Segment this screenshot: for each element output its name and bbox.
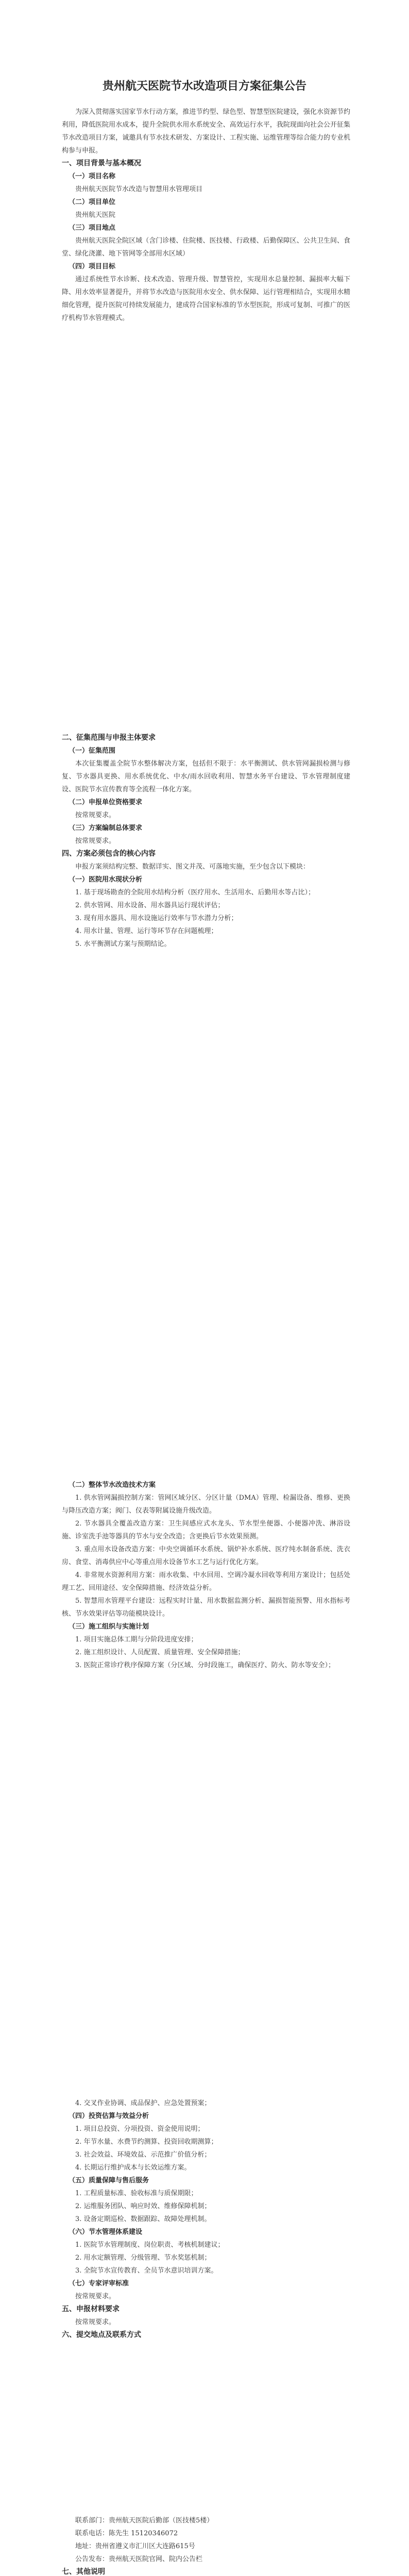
section-heading: 五、申报材料要求 xyxy=(62,2305,120,2313)
contact-department: 联系部门：贵州航天医院后勤部（医技楼5楼） xyxy=(75,2517,214,2524)
subsection-heading: （一）医院用水现状分析 xyxy=(69,876,143,884)
section-heading: 四、方案必须包含的核心内容 xyxy=(62,850,156,858)
compilation-text: 按常规要求。 xyxy=(75,837,116,845)
project-name: 贵州航天医院节水改造与智慧用水管理项目 xyxy=(75,185,203,193)
section-heading: 六、提交地点及联系方式 xyxy=(62,2331,141,2339)
section-heading: 一、项目背景与基本概况 xyxy=(62,159,141,167)
subsection-heading: （三）方案编制总体要求 xyxy=(69,824,143,832)
subsection-heading: （四）投资估算与效益分析 xyxy=(69,2112,149,2120)
technical-plan-section xyxy=(62,1479,350,1672)
review-criteria-text: 按常规要求。 xyxy=(75,2293,116,2300)
list-item: 3. 医院正常诊疗秩序保障方案（分区域、分时段施工，确保医疗、防火、防水等安全）； xyxy=(75,1662,335,1669)
intro-paragraph: 为深入贯彻落实国家节水行动方案，推进节约型、绿色型、智慧型医院建设，强化水资源节约利用，降低医院用水成本，提升全院供水用水系统安全、高效运行水平，我院现面向社会公开征集节水改造项目方案，诚邀具有节水技术研发、方案设计、工程实施、运维管理等综合能力的专业机构参与申报。 xyxy=(62,108,350,155)
list-item: 1. 供水管网漏损控制方案：管网区域分区、分区计量（DMA）管理、检漏设备、维修、更换与降压改造方案；阀门、仪表等附属设施升级改造。 xyxy=(62,1494,350,1515)
subsection-heading: （二）项目单位 xyxy=(69,198,116,206)
qualification-text: 按常规要求。 xyxy=(75,811,116,819)
project-goals: 通过系统性节水诊断、技术改造、管理升级、智慧管控，实现用水总量控制、漏损率大幅下降、用水效率显著提升，并将节水改造与医院用水安全、供水保障、运行管理相结合，实现用水精细化管理，提升医院可持续发展能力，建成符合国家标准的节水型医院，形成可复制、可推广的医疗机构节水管理模式。 xyxy=(62,276,350,322)
list-item: 5. 水平衡测试方案与预期结论。 xyxy=(75,940,171,948)
contact-section xyxy=(62,2514,350,2576)
list-item: 4. 交叉作业协调、成品保护、应急处置预案； xyxy=(75,2099,211,2107)
list-item: 2. 供水管网、用水设备、用水器具运行现状评估； xyxy=(75,902,225,909)
core-content-intro: 申报方案须结构完整、数据详实、图文并茂、可落地实施，至少包含以下模块： xyxy=(75,863,310,871)
list-item: 1. 基于现场勘查的全院用水结构分析（医疗用水、生活用水、后勤用水等占比）； xyxy=(75,889,315,896)
list-item: 3. 社会效益、环境效益、示范推广价值分析； xyxy=(75,2151,211,2159)
list-item: 3. 全院节水宣传教育、全员节水意识培训方案。 xyxy=(75,2267,218,2275)
list-item: 1. 项目实施总体工期与分阶段进度安排； xyxy=(75,1636,198,1643)
list-item: 1. 工程质量标准、验收标准与质保期限； xyxy=(75,2190,198,2197)
requirements-section xyxy=(62,732,350,951)
list-item: 3. 重点用水设备改造方案：中央空调循环水系统、锅炉补水系统、医疗纯水制备系统、洗衣房、食堂、消毒供应中心等重点用水设备节水工艺与运行优化方案。 xyxy=(62,1546,350,1566)
subsection-heading: （一）项目名称 xyxy=(69,173,116,180)
contact-address: 地址：贵州省遵义市汇川区大连路615号 xyxy=(75,2543,195,2550)
subsection-heading: （六）节水管理体系建设 xyxy=(69,2228,143,2236)
list-item: 2. 年节水量、水费节约测算、投资回收期测算； xyxy=(75,2138,218,2146)
list-item: 4. 长期运行维护成本与长效运维方案。 xyxy=(75,2164,191,2172)
list-item: 4. 用水计量、管理、运行等环节存在问题梳理； xyxy=(75,927,218,935)
list-item: 3. 现有用水器具、用水设施运行效率与节水潜力分析； xyxy=(75,914,238,922)
project-owner: 贵州航天医院 xyxy=(75,211,116,219)
list-item: 2. 节水器具全覆盖改造方案：卫生间感应式水龙头、节水型坐便器、小便器冲洗、淋浴设施、诊室洗手池等器具的节水与安全改造；含更换后节水效果预测。 xyxy=(62,1520,350,1540)
materials-text: 按常规要求。 xyxy=(75,2318,116,2326)
intro-section xyxy=(62,106,350,325)
contact-phone: 联系电话：陈先生 15120346072 xyxy=(75,2530,178,2537)
section-heading: 七、其他说明 xyxy=(62,2568,105,2576)
project-scope: 贵州航天医院全院区域（含门诊楼、住院楼、医技楼、行政楼、后勤保障区、公共卫生间、食堂、绿化浇灌、地下管网等全部用水区域） xyxy=(62,237,350,258)
subsection-heading: （三）施工组织与实施计划 xyxy=(69,1623,149,1631)
list-item: 2. 运维服务团队、响应时效、维修保障机制； xyxy=(75,2202,211,2210)
list-item: 3. 设备定期巡检、数据跟踪、故障处理机制。 xyxy=(75,2215,211,2223)
investment-section xyxy=(62,2097,350,2342)
list-item: 4. 非常规水资源利用方案：雨水收集、中水回用、空调冷凝水回收等利用方案设计；包括处理工艺、回用途径、安全保障措施、经济效益分析。 xyxy=(62,1571,350,1592)
list-item: 1. 项目总投资、分项投资、资金使用说明； xyxy=(75,2125,204,2133)
list-item: 1. 医院节水管理制度、岗位职责、考核机制建议； xyxy=(75,2241,225,2249)
list-item: 2. 用水定额管理、分级管理、节水奖惩机制； xyxy=(75,2254,211,2262)
subsection-heading: （二）申报单位资格要求 xyxy=(69,799,143,806)
subsection-heading: （二）整体节水改造技术方案 xyxy=(69,1481,156,1489)
subsection-heading: （一）征集范围 xyxy=(69,747,116,755)
scope-paragraph: 本次征集覆盖全院节水整体解决方案，包括但不限于：水平衡测试、供水管网漏损检测与修复、节水器具更换、用水系统优化、中水/雨水回收利用、智慧水务平台建设、节水管理制度建设、医院节水宣传教育等全流程一体化方案。 xyxy=(62,760,350,793)
subsection-heading: （四）项目目标 xyxy=(69,263,116,270)
subsection-heading: （七）专家评审标准 xyxy=(69,2280,129,2287)
section-heading: 二、征集范围与申报主体要求 xyxy=(62,734,156,742)
publish-channel: 公告发布：贵州航天医院官网、院内公告栏 xyxy=(75,2555,203,2563)
subsection-heading: （五）质量保障与售后服务 xyxy=(69,2177,149,2184)
subsection-heading: （三）项目地点 xyxy=(69,224,116,232)
page-title: 贵州航天医院节水改造项目方案征集公告 xyxy=(102,79,306,93)
list-item: 2. 施工组织设计、人员配置、质量管理、安全保障措施； xyxy=(75,1649,245,1656)
list-item: 5. 智慧用水管理平台建设：远程实时计量、用水数据监测分析、漏损智能预警、用水指标考核、节水效果评估等功能模块设计。 xyxy=(62,1597,350,1618)
